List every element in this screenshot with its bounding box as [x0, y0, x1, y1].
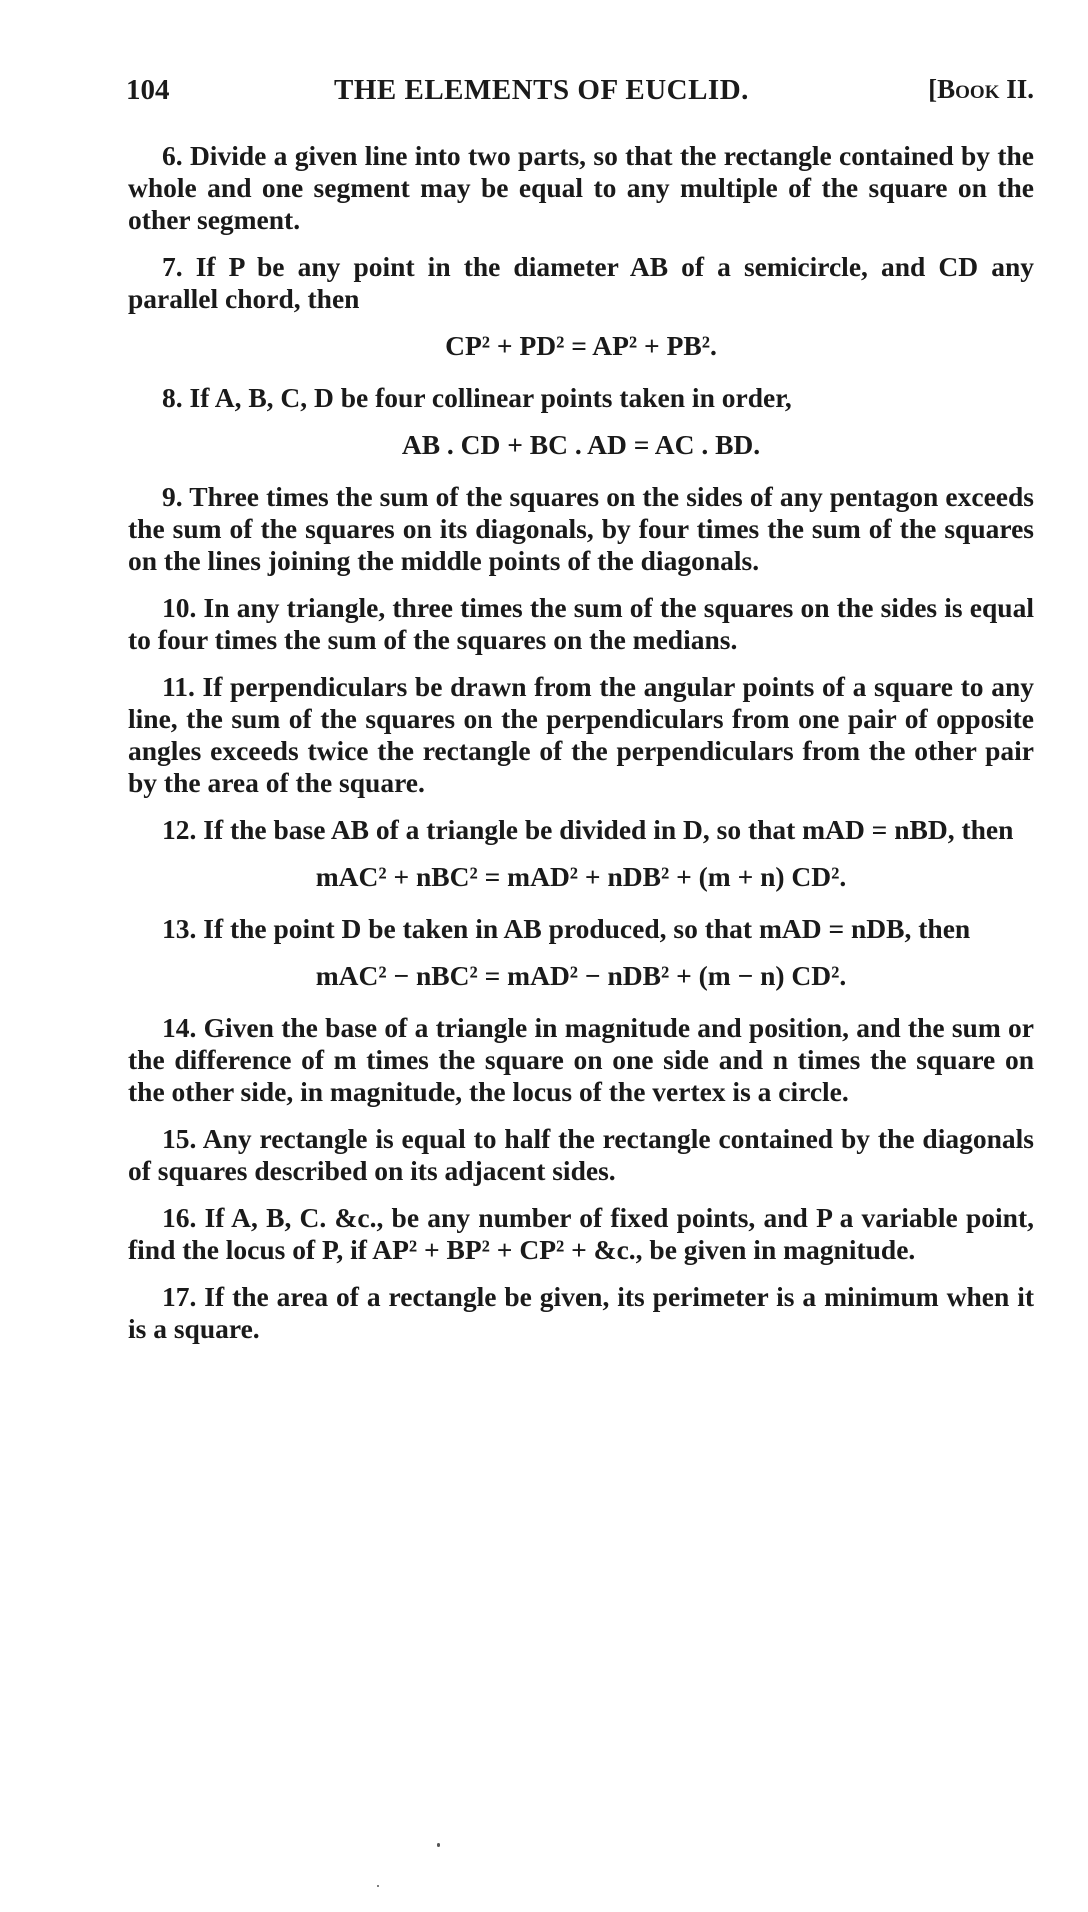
- exercise-17: 17. If the area of a rectangle be given, its perimeter is a minimum when it is a square.: [128, 1281, 1034, 1344]
- exercise-10: 10. In any triangle, three times the sum of the squares on the sides is equal to four times the sum of the squares on the medians.: [128, 592, 1034, 655]
- running-header: [126, 74, 1034, 114]
- print-speck: [377, 1885, 379, 1887]
- exercise-13: 13. If the point D be taken in AB produced, so that mAD = nDB, then: [162, 913, 971, 944]
- exercise-6: 6. Divide a given line into two parts, so that the rectangle contained by the whole and one segment may be equal to any multiple of the square on the other segment.: [128, 140, 1034, 235]
- print-speck: [437, 1843, 440, 1847]
- running-title: THE ELEMENTS OF EUCLID.: [334, 74, 749, 106]
- exercise-15: 15. Any rectangle is equal to half the rectangle contained by the diagonals of squares described on its adjacent sides.: [128, 1123, 1034, 1186]
- exercise-7: 7. If P be any point in the diameter AB of a semicircle, and CD any parallel chord, then: [128, 251, 1034, 314]
- page-number: 104: [126, 74, 170, 106]
- exercise-16: 16. If A, B, C. &c., be any number of fixed points, and P a variable point, find the locus of P, if AP² + BP² + CP² + &c., be given in magnitude.: [128, 1202, 1034, 1265]
- exercise-9: 9. Three times the sum of the squares on the sides of any pentagon exceeds the sum of the squares on its diagonals, by four times the sum of the squares on the lines joining the middle points of the diagonals.: [128, 481, 1034, 576]
- exercise-13-formula: mAC² − nBC² = mAD² − nDB² + (m − n) CD².: [315, 960, 847, 991]
- exercise-list: [128, 140, 1034, 1360]
- exercise-11: 11. If perpendiculars be drawn from the angular points of a square to any line, the sum of the squares on the perpendiculars from one pair of opposite angles exceeds twice the rectangle of the perpendiculars from the other pair by the area of the square.: [128, 671, 1034, 798]
- exercise-7-formula: CP² + PD² = AP² + PB².: [445, 330, 717, 361]
- book-label: [Book II.: [928, 74, 1034, 104]
- exercise-8: 8. If A, B, C, D be four collinear points taken in order,: [162, 382, 792, 413]
- exercise-8-formula: AB . CD + BC . AD = AC . BD.: [401, 429, 761, 460]
- exercise-14: 14. Given the base of a triangle in magnitude and position, and the sum or the difference of m times the square on one side and n times the square on the other side, in magnitude, the locus of the vertex is a circle.: [128, 1012, 1034, 1107]
- exercise-12: 12. If the base AB of a triangle be divided in D, so that mAD = nBD, then: [162, 814, 1014, 845]
- exercise-12-formula: mAC² + nBC² = mAD² + nDB² + (m + n) CD².: [315, 861, 847, 892]
